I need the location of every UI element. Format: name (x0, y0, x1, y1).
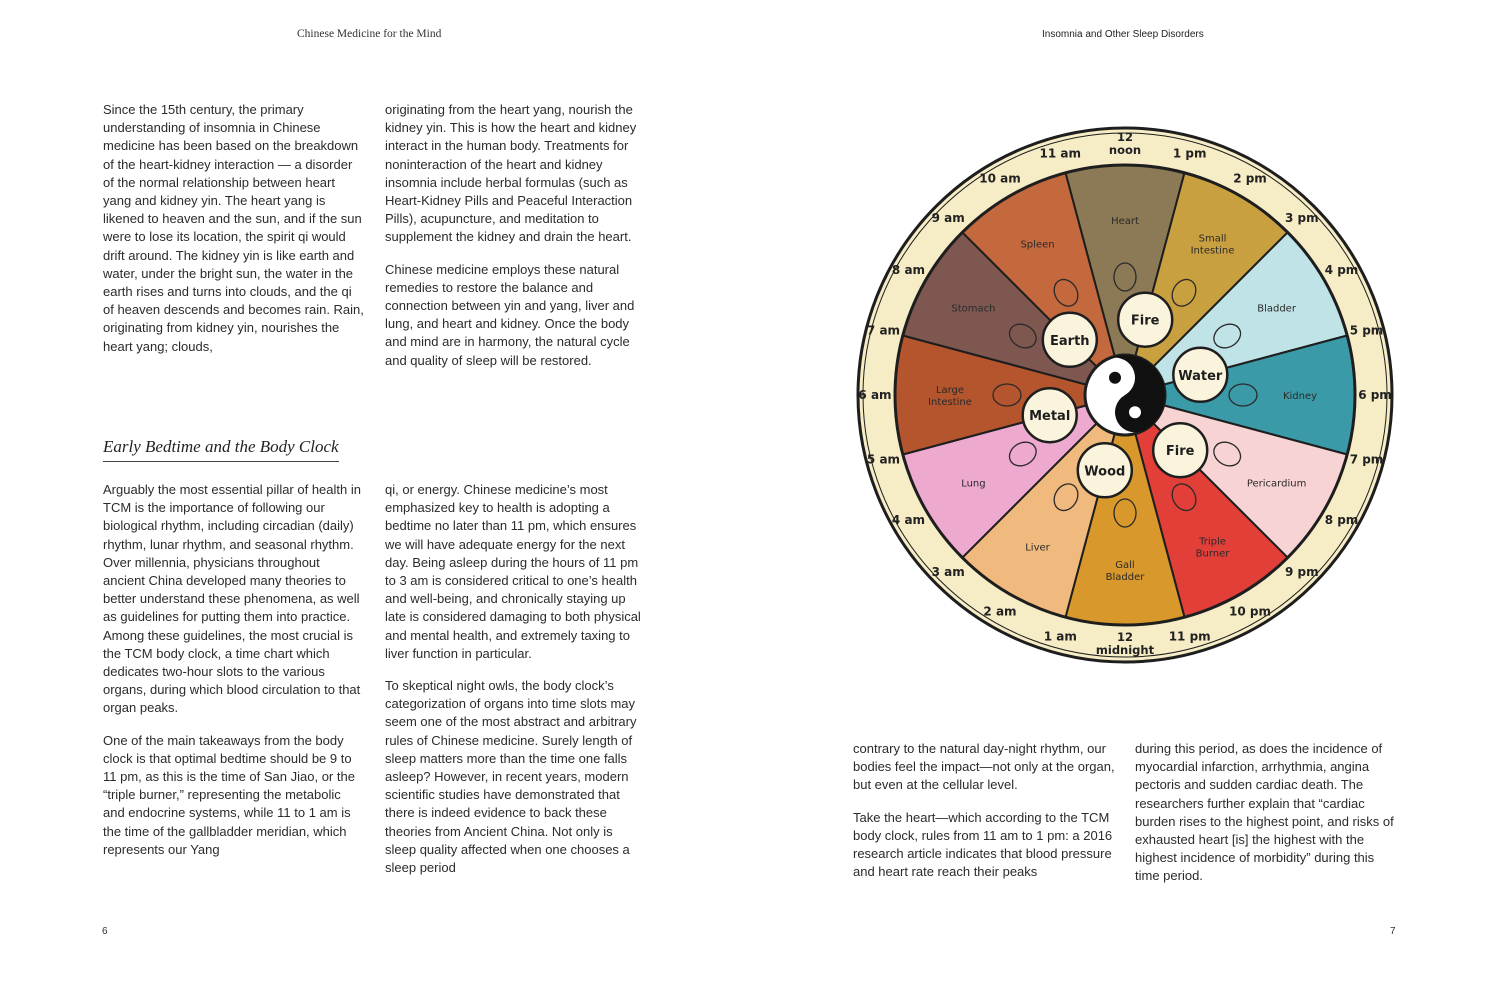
hour-label-6-pm: 6 pm (1358, 388, 1392, 402)
section-title: Early Bedtime and the Body Clock (103, 437, 339, 462)
section-paragraph-1: Arguably the most essential pillar of health in TCM is the importance of following our biological rhythm, including circadian (daily) rhythm, lunar rhythm, and seasonal rhythm. Over millennia, physicians throughout ancient China developed many theories to better understand these phenomena, as well as guidelines for putting them into practice. Among these guidelines, the most crucial is the TCM body clock, a time chart which dedicates two-hour slots to the various organs, during which blood circulation to that organ peaks. (103, 482, 361, 716)
section-paragraph-4: To skeptical night owls, the body clock’s categorization of organs into time slots may seem one of the most abstract and arbitrary rules of Chinese medicine. Surely length of sleep matters more than the time one falls asleep? However, in recent years, modern scientific studies have demonstrated that there is indeed evidence to back these theories from Ancient China. Not only is sleep quality affected when one chooses a sleep period (385, 678, 637, 876)
intro-paragraph-3: Chinese medicine employs these natural remedies to restore the balance and connection between yin and yang, liver and lung, and heart and kidney. Once the body and mind are in harmony, the natural cycle and quality of sleep will be restored. (385, 261, 635, 368)
section-column-1 (103, 481, 365, 873)
hour-label-9-am: 9 am (931, 211, 965, 226)
element-label-water: Water (1178, 368, 1223, 384)
hour-label-5-am: 5 am (866, 452, 901, 467)
hour-label-7-pm: 7 pm (1349, 452, 1384, 467)
organ-label-lung: Lung (961, 478, 986, 490)
organ-label-kidney: Kidney (1282, 391, 1318, 402)
organ-label-large-intestine: Large Intestine (928, 385, 972, 408)
right-paragraph-2: Take the heart—which according to the TCM body clock, rules from 11 am to 1 pm: a 2016 research article indicates that blood pressure and heart rate reach their peaks (853, 809, 1113, 880)
hour-label-12-midnight: 12 midnight (1095, 630, 1155, 657)
hour-label-1-pm: 1 pm (1172, 146, 1207, 161)
hour-label-10-pm: 10 pm (1229, 604, 1271, 619)
organ-label-spleen: Spleen (1020, 239, 1055, 251)
organ-label-stomach: Stomach (951, 303, 996, 315)
hour-label-1-am: 1 am (1043, 629, 1077, 644)
right-column-1 (853, 740, 1115, 895)
hour-label-3-pm: 3 pm (1284, 211, 1319, 226)
hour-label-2-pm: 2 pm (1233, 171, 1267, 186)
hour-label-11-pm: 11 pm (1168, 629, 1211, 644)
page-number-left: 6 (102, 926, 108, 937)
element-label-fire: Fire (1130, 313, 1160, 329)
hour-label-4-pm: 4 pm (1324, 263, 1359, 277)
intro-column-1 (103, 101, 365, 370)
tcm-body-clock (855, 125, 1395, 665)
right-paragraph-3: during this period, as does the incidence of myocardial infarction, arrhythmia, angina pectoris and sudden cardiac death. The researchers further explain that “cardiac burden rises to the highest point, and risks of exhausted heart [is] the highest with the highest incidence of morbidity” during this time period. (1135, 741, 1394, 884)
page-number-right: 7 (1390, 926, 1396, 937)
element-label-metal: Metal (1029, 409, 1071, 425)
hour-label-9-pm: 9 pm (1284, 564, 1319, 579)
hour-label-8-pm: 8 pm (1324, 513, 1359, 527)
organ-label-small-intestine: Small Intestine (1190, 233, 1235, 257)
element-label-wood: Wood (1084, 464, 1126, 480)
section-paragraph-2: One of the main takeaways from the body clock is that optimal bedtime should be 9 to 11 pm, as this is the time of San Jiao, or the “triple burner,” representing the metabolic and endocrine systems, while 11 to 1 am is the time of the gallbladder meridian, which represents our Yang (103, 732, 355, 857)
organ-label-triple-burner: Triple Burner (1195, 536, 1230, 560)
yin-yang-dot-dark (1109, 372, 1121, 384)
right-column-2 (1135, 740, 1397, 900)
hour-label-10-am: 10 am (979, 171, 1021, 186)
intro-column-2 (385, 101, 647, 384)
hour-label-12-noon: 12 noon (1108, 130, 1142, 157)
hour-label-2-am: 2 am (983, 604, 1017, 619)
hour-label-5-pm: 5 pm (1349, 323, 1384, 338)
section-column-2 (385, 481, 647, 891)
right-paragraph-1: contrary to the natural day-night rhythm, our bodies feel the impact—not only at the organ, but even at the cellular level. (853, 741, 1115, 793)
organ-label-bladder: Bladder (1257, 303, 1296, 315)
running-header-left: Chinese Medicine for the Mind (297, 28, 442, 40)
hour-label-3-am: 3 am (931, 564, 965, 579)
element-label-fire2: Fire (1165, 444, 1195, 460)
hour-label-4-am: 4 am (891, 513, 926, 527)
running-header-right: Insomnia and Other Sleep Disorders (1042, 29, 1204, 40)
organ-label-liver: Liver (1025, 542, 1050, 554)
hour-label-6-am: 6 am (858, 388, 892, 402)
intro-paragraph-2: originating from the heart yang, nourish the kidney yin. This is how the heart and kidney interact in the human body. Treatments for noninteraction of the heart and kidney insomnia include herbal formulas (such as Heart-Kidney Pills and Peaceful Interaction Pills), acupuncture, and meditation to supplement the kidney and drain the heart. (385, 102, 637, 245)
organ-label-heart: Heart (1111, 216, 1139, 227)
organ-label-gall-bladder: Gall Bladder (1105, 560, 1145, 583)
hour-label-8-am: 8 am (891, 263, 926, 277)
section-paragraph-3: qi, or energy. Chinese medicine’s most emphasized key to health is adopting a bedtime no later than 11 pm, which ensures we will have adequate energy for the next day. Being asleep during the hours of 11 pm to 3 am is considered critical to one’s health and well-being, and chronically staying up late is considered damaging to both physical and mental health, and extremely taxing to liver function in particular. (385, 482, 641, 661)
intro-paragraph-1: Since the 15th century, the primary understanding of insomnia in Chinese medicine has been based on the breakdown of the heart-kidney interaction — a disorder of the normal relationship between heart yang and kidney yin. The heart yang is likened to heaven and the sun, and if the sun were to lose its location, the spirit qi would drift around. The kidney yin is like earth and water, under the bright sun, the water in the earth rises and turns into clouds, and the qi of heaven descends and becomes rain. Rain, originating from kidney yin, nourishes the heart yang; clouds, (103, 102, 364, 354)
hour-label-11-am: 11 am (1039, 146, 1082, 161)
hour-label-7-am: 7 am (866, 323, 901, 338)
element-label-earth: Earth (1050, 333, 1090, 349)
yin-yang-dot-light (1129, 406, 1141, 418)
organ-label-pericardium: Pericardium (1246, 478, 1307, 490)
